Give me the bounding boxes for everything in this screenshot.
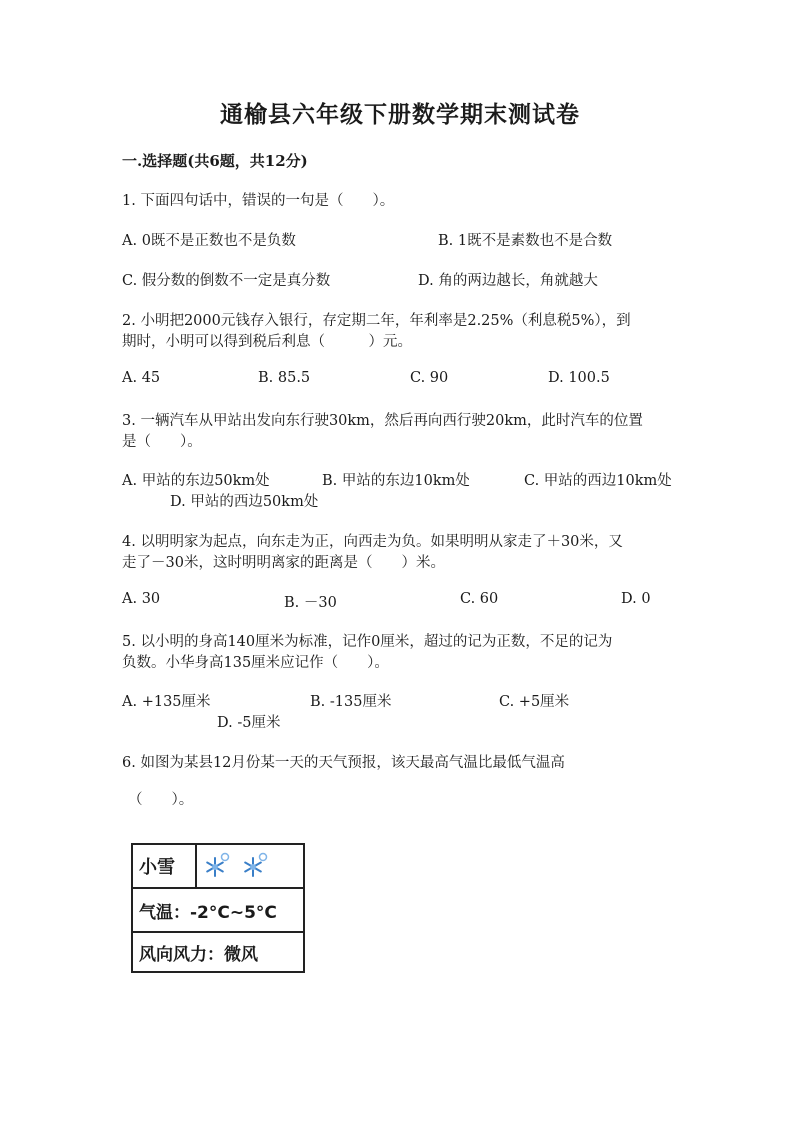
weather-condition-label: 小雪 bbox=[139, 857, 175, 878]
question-4-text-line1: 4. 以明明家为起点，向东走为正，向西走为负。如果明明从家走了＋30米，又 bbox=[122, 534, 623, 550]
question-5-text-line2: 负数。小华身高135厘米应记作（ ）。 bbox=[122, 655, 389, 671]
q5-option-c: C. +5厘米 bbox=[499, 694, 570, 710]
q2-option-b: B. 85.5 bbox=[258, 370, 311, 386]
question-4-text-line2: 走了－30米，这时明明离家的距离是（ ）米。 bbox=[122, 555, 445, 571]
q1-option-a: A. 0既不是正数也不是负数 bbox=[122, 233, 296, 249]
question-2-text-line2: 期时，小明可以得到税后利息（ ）元。 bbox=[122, 334, 412, 350]
q4-option-c: C. 60 bbox=[460, 591, 499, 607]
q2-option-c: C. 90 bbox=[410, 370, 449, 386]
weather-condition-row bbox=[133, 845, 303, 889]
q3-option-b: B. 甲站的东边10km处 bbox=[322, 473, 470, 489]
question-1-text: 1. 下面四句话中，错误的一句是（ ）。 bbox=[122, 193, 395, 209]
q4-option-a: A. 30 bbox=[122, 591, 161, 607]
snowflake-icon bbox=[203, 852, 231, 880]
weather-row-divider bbox=[195, 845, 197, 887]
question-5-text-line1: 5. 以小明的身高140厘米为标准，记作0厘米，超过的记为正数，不足的记为 bbox=[122, 634, 613, 650]
question-2-text-line1: 2. 小明把2000元钱存入银行，存定期二年，年利率是2.25%（利息税5%），到 bbox=[122, 313, 631, 329]
snowflake-icon bbox=[241, 852, 269, 880]
q4-option-d: D. 0 bbox=[621, 591, 651, 607]
section-heading: 一.选择题(共6题，共12分) bbox=[122, 152, 308, 170]
question-6-text-line1: 6. 如图为某县12月份某一天的天气预报，该天最高气温比最低气温高 bbox=[122, 755, 565, 771]
q3-option-d: D. 甲站的西边50km处 bbox=[170, 494, 319, 510]
q3-option-a: A. 甲站的东边50km处 bbox=[122, 473, 270, 489]
q1-option-c: C. 假分数的倒数不一定是真分数 bbox=[122, 273, 331, 289]
question-3-text-line1: 3. 一辆汽车从甲站出发向东行驶30km，然后再向西行驶20km，此时汽车的位置 bbox=[122, 413, 643, 429]
q2-option-d: D. 100.5 bbox=[548, 370, 610, 386]
page-title: 通榆县六年级下册数学期末测试卷 bbox=[220, 101, 580, 128]
q5-option-d: D. -5厘米 bbox=[217, 715, 281, 731]
question-3-text-line2: 是（ ）。 bbox=[122, 434, 202, 450]
weather-icons bbox=[203, 845, 279, 887]
weather-temperature: 气温：-2°C~5°C bbox=[139, 902, 277, 923]
weather-forecast-card bbox=[131, 843, 305, 973]
weather-wind: 风向风力：微风 bbox=[139, 944, 258, 965]
q1-option-b: B. 1既不是素数也不是合数 bbox=[438, 233, 613, 249]
weather-temperature-row bbox=[133, 889, 303, 933]
q5-option-b: B. -135厘米 bbox=[310, 694, 392, 710]
q2-option-a: A. 45 bbox=[122, 370, 161, 386]
q3-option-c: C. 甲站的西边10km处 bbox=[524, 473, 672, 489]
question-6-text-line2: （ ）。 bbox=[128, 792, 194, 808]
q1-option-d: D. 角的两边越长，角就越大 bbox=[418, 273, 598, 289]
weather-wind-row bbox=[133, 933, 303, 971]
q4-option-b: B. －30 bbox=[284, 595, 337, 611]
q5-option-a: A. +135厘米 bbox=[122, 694, 211, 710]
